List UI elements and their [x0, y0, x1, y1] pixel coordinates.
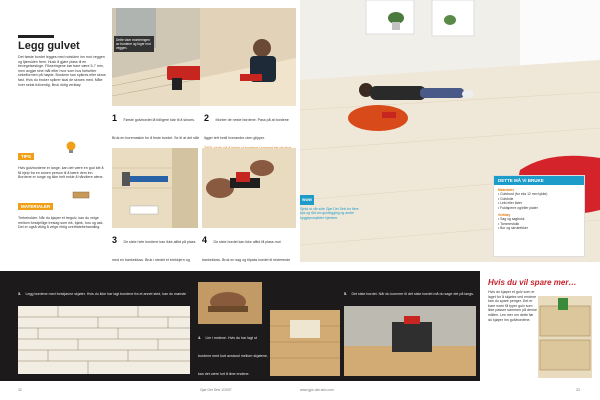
last-board-photo	[270, 310, 340, 376]
band-step-c-number: 5.	[344, 292, 347, 296]
plank-icon	[72, 188, 90, 200]
materials-item: • Gulvbord (for eks 12 mm tykke)	[498, 192, 548, 197]
tools-section-title: Verktøy	[498, 213, 511, 218]
tips-text: Hvis gulvbordene er lange, kan det være en god idé å få hjelp fra en annen person til å bære dem inn. Bordene er tunge og ikke helt enkle å håndtere alene.	[18, 166, 104, 180]
step2-text: Monter de neste bordene. Pass på at bordene ligger tett inntil hverandre uten glipper.	[204, 118, 289, 140]
tips-box	[18, 145, 108, 193]
www-text: Sjekk ut vår side Gjør Det Selv for flere tips og råd om gulvlegging og andre byggeprosjekter hjemme.	[300, 207, 359, 220]
step3-photo	[112, 148, 198, 228]
footer-website: www.gjor-det-selv.com	[300, 388, 334, 392]
band-step-b-text: Lim i endene. Hvis du har lagt ut bordene med kort avstand mellom skjøtene, kan det være lurt å lime endene.	[198, 336, 268, 376]
saw-photo	[344, 306, 476, 376]
materials-text: Trebeholder. Når du kjøper et tregulv, kan du velge mellom forskjellige treslag som eik, bjørk, furu og ask. Det er også viktig å velge riktig overflatebehandling.	[18, 216, 104, 230]
tools-item: • Tommestokk	[498, 221, 520, 226]
step4-photo	[202, 148, 296, 228]
tools-item: • Sag og sagbukk	[498, 217, 525, 222]
tools-item: • Bor og skrutrekker	[498, 226, 528, 231]
step1-text: Første gulvbordet lå tidligere klar til å skrues. Bruk en boremaskin for å feste bordet. Se til at det står	[112, 118, 200, 140]
intro-text: Det første bordet legges med notsiden inn mot veggen og fjærsiden frem. Husk å gjøre plass til en bevegelsesfuge. Fikseringene bør bare være 5-7 mm, men avgjør sine mål etter hvor som hus fortsetter sirkelformen på høyde. Bordene kan spikres eller skrus fast. Hvis du bruker spikrer skal de skrues med. Måle hver sekst fullverdig. Bruk riktig verktøy.	[18, 55, 106, 87]
materials-item: • Lekt eller lister	[498, 201, 522, 206]
save-title: Hvis du vil spare mer…	[488, 278, 577, 287]
save-text: Hvis du kjøper et gulv som er laget for å skjøtes ved endene kan du spare penger. Det er bare noen få typer gulv som ikke passer sammen på denne måten. Les mer om dette før du kjøper inn gulvbordene.	[488, 290, 537, 322]
band-step-c-text: Det siste bordet. Når du kommer til det siste bordet må du sage det på langs.	[351, 292, 474, 296]
materials-label: MATERIALER	[18, 203, 53, 210]
board-joint-photo	[538, 296, 592, 378]
step4-number: 4	[202, 235, 208, 245]
www-icon: WWW	[300, 195, 314, 205]
materials-section-title: Materialer	[498, 188, 515, 192]
www-box	[300, 195, 360, 220]
materials-item: • Gulvfolie	[498, 196, 514, 201]
step3-number: 3	[112, 235, 118, 245]
materials-box	[18, 195, 108, 230]
page-number-right: 33	[576, 388, 580, 392]
page-title: Legg gulvet	[18, 40, 80, 52]
step4-text: De siste bordet kan ikke alltid få plass mot bankekloss. Bruk en sag og tilpass bordet til resterende	[202, 240, 291, 262]
materials-info-box	[493, 175, 585, 257]
title-rule	[18, 35, 54, 38]
footer-magazine: Gjør Det Selv 1/2007	[200, 388, 232, 392]
tips-label: TIPS	[18, 153, 34, 160]
page-number-left: 32	[18, 388, 22, 392]
step1-number: 1	[112, 113, 118, 123]
step2-photo	[200, 8, 296, 106]
band-step-a-text: Legg bordene med forskjøvne skjøter. Hvis du ikke har lagt bordene fra et annet sted, kan du mønste	[25, 292, 187, 296]
note-box: Dette viser monteringen av bordene og fuger mot veggen.	[114, 36, 154, 52]
band-step-b	[198, 326, 268, 380]
plank-layout-diagram	[18, 306, 190, 374]
glue-photo	[198, 282, 262, 324]
step3-text: De siste hele bordene kan ikke alltid på plass med en bankekloss. Bruk i stedet et brekkjern og	[112, 240, 196, 262]
info-title: DETTE MÅ VI BRUKE	[494, 176, 584, 185]
band-step-b-number: 4.	[198, 336, 201, 340]
band-step-a-number: 3.	[18, 292, 21, 296]
materials-item: • Fuktsperre og/eller plater	[498, 205, 538, 210]
lightbulb-icon	[64, 140, 78, 154]
step2-number: 2	[204, 113, 210, 123]
